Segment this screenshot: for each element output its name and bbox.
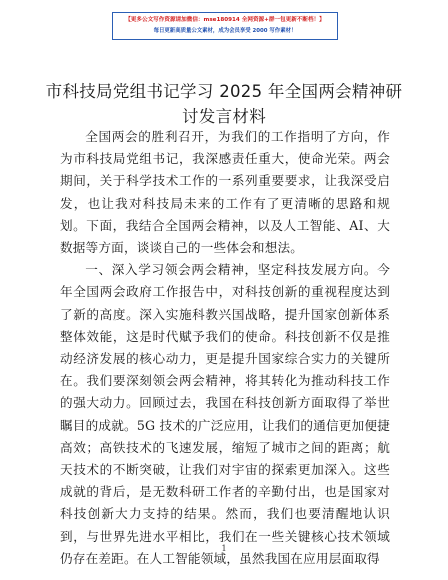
promo-banner	[112, 12, 338, 40]
page-number: 1	[221, 544, 227, 553]
document-body	[60, 126, 390, 570]
paragraph: 一、深入学习领会两会精神，坚定科技发展方向。今年全国两会政府工作报告中，对科技创新的重视程度达到了新的高度。深入实施科教兴国战略，提升国家创新体系整体效能，这是时代赋予我们的使命。科技创新不仅是推动经济发展的核心动力，更是提升国家综合实力的关键所在。我们要深刻领会两会精神，将其转化为推动科技工作的强大动力。回顾过去，我国在科技创新方面取得了举世瞩目的成就。5G 技术的广泛应用，让我们的通信更加便捷高效；高铁技术的飞速发展，缩短了城市之间的距离；航天技术的不断突破，让我们对宇宙的探索更加深入。这些成就的背后，是无数科研工作者的辛勤付出，也是国家对科技创新大力支持的结果。然而，我们也要清醒地认识到，与世界先进水平相比，我们在一些关键核心技术领域仍存在差距。在人工智能领域，虽然我国在应用层面取得	[60, 262, 390, 566]
promo-banner-line1: 【更多公文写作资源请加微信：mse180914 全网资源+群一包更新不断档！】	[125, 17, 325, 23]
promo-banner-line2: 每日更新高质量公文素材，成为会员享受 2000 写作素材！	[153, 28, 297, 34]
paragraph: 全国两会的胜利召开，为我们的工作指明了方向，作为市科技局党组书记，我深感责任重大，使命光荣。两会期间，关于科学技术工作的一系列重要要求，让我深受启发，也让我对科技局未来的工作有了更清晰的思路和规划。下面，我结合全国两会精神，以及人工智能、AI、大数据等方面，谈谈自己的一些体会和想法。	[60, 129, 390, 256]
document-title: 市科技局党组书记学习 2025 年全国两会精神研讨发言材料	[45, 82, 403, 126]
